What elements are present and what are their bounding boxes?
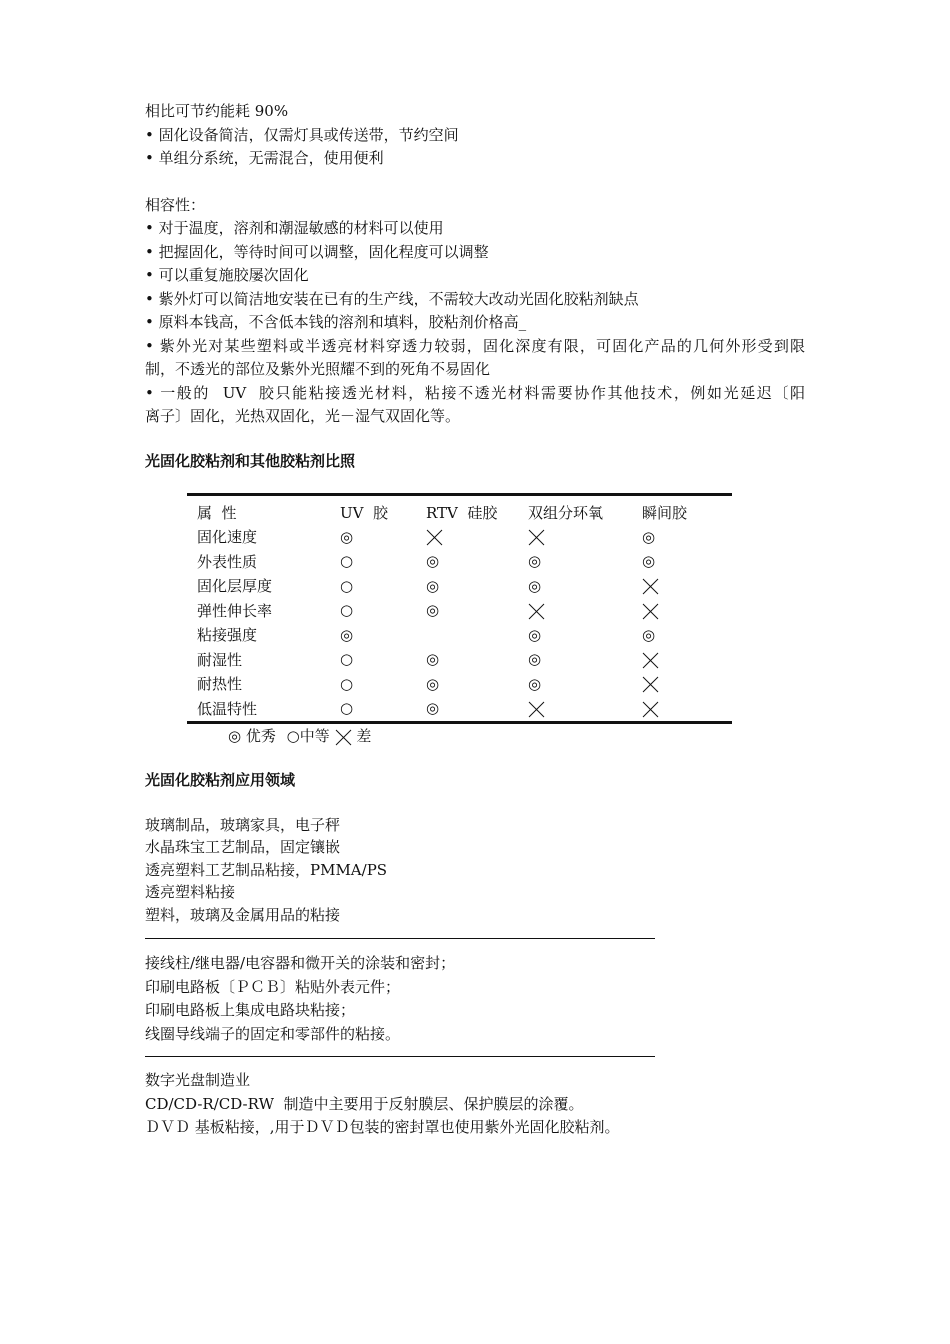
header-cell: 瞬间胶 — [642, 503, 688, 522]
excellent-symbol: ◎ — [426, 699, 440, 718]
apps-line: 接线柱/继电器/电容器和微开关的涂装和密封； — [145, 954, 456, 972]
excellent-symbol: ◎ — [340, 625, 354, 644]
cross-icon — [642, 578, 659, 595]
excellent-symbol: ◎ — [340, 527, 354, 546]
medium-symbol: ○ — [340, 674, 354, 693]
excellent-symbol: ◎ — [426, 650, 440, 669]
apps-line: ＤＶＤ 基板粘接，,用于ＤＶＤ包装的密封罩也使用紫外光固化胶粘剂。 — [145, 1118, 620, 1136]
apps-heading: 光固化胶粘剂应用领域 — [145, 771, 296, 789]
compat-line: 制，不透光的部位及紫外光照耀不到的死角不易固化 — [145, 360, 491, 378]
table-header-row — [187, 495, 732, 525]
apps-line: 塑料，玻璃及金属用品的粘接 — [145, 905, 341, 924]
apps-line: 水晶珠宝工艺制品，固定镶嵌 — [145, 838, 341, 856]
instant-glue-rating-cell — [642, 598, 732, 623]
rtv-silicone-rating-cell — [426, 647, 528, 672]
table-row — [187, 598, 732, 623]
compat-line: • 可以重复施胶屡次固化 — [145, 266, 309, 284]
compat-line: • 对于温度，溶剂和潮湿敏感的材料可以使用 — [145, 219, 444, 237]
rtv-silicone-rating-cell — [426, 672, 528, 697]
uv-glue-rating-cell — [340, 598, 426, 623]
excellent-symbol: ◎ — [528, 576, 542, 595]
uv-glue-rating-cell — [340, 696, 426, 722]
instant-glue-rating-cell — [642, 574, 732, 599]
property-cell: 耐湿性 — [197, 650, 243, 669]
property-cell: 外表性质 — [197, 552, 258, 571]
excellent-symbol: ◎ — [228, 727, 242, 745]
cross-icon — [528, 701, 545, 718]
instant-glue-rating-cell — [642, 672, 732, 697]
intro-line: 相比可节约能耗 90% — [145, 102, 289, 120]
uv-glue-rating-cell — [340, 525, 426, 550]
table-row — [187, 525, 732, 550]
instant-glue-rating-cell — [642, 549, 732, 574]
excellent-symbol: ◎ — [642, 625, 656, 644]
poor-label: 差 — [356, 727, 372, 745]
uv-glue-rating-cell — [340, 623, 426, 648]
compat-line: • 一般的 UV 胶只能粘接透光材料，粘接不透光材料需要协作其他技术，例如光延迟〔阳 — [145, 383, 805, 402]
medium-symbol: ○ — [286, 727, 300, 745]
compat-line: • 紫外光对某些塑料或半透亮材料穿透力较弱，固化深度有限，可固化产品的几何外形受到限 — [145, 336, 805, 355]
compat-line: 离子〕固化，光热双固化，光－湿气双固化等。 — [145, 407, 461, 425]
two-part-epoxy-rating-cell — [528, 696, 642, 722]
table-row — [187, 574, 732, 599]
cross-icon — [528, 529, 545, 546]
excellent-symbol: ◎ — [528, 674, 542, 693]
apps-line: 线圈导线端子的固定和零部件的粘接。 — [145, 1024, 401, 1043]
instant-glue-rating-cell — [642, 696, 732, 722]
rtv-silicone-rating-cell — [426, 696, 528, 722]
apps-line: 印刷电路板〔ＰＣＢ〕粘贴外表元件； — [145, 977, 401, 996]
excellent-symbol: ◎ — [426, 601, 440, 620]
cross-icon — [642, 701, 659, 718]
medium-symbol: ○ — [340, 699, 354, 718]
comparison-table — [187, 493, 732, 724]
applications-group-3 — [145, 1069, 805, 1140]
intro-line: • 固化设备简洁，仅需灯具或传送带，节约空间 — [145, 125, 459, 144]
applications-group-2 — [145, 952, 805, 1046]
header-cell: 双组分环氧 — [528, 503, 604, 522]
two-part-epoxy-rating-cell — [528, 672, 642, 697]
compat-title: 相容性： — [145, 195, 206, 214]
divider — [145, 938, 655, 939]
apps-line: 印刷电路板上集成电路块粘接； — [145, 1001, 356, 1019]
apps-line: CD/CD-R/CD-RW 制造中主要用于反射膜层、保护膜层的涂覆。 — [145, 1094, 584, 1113]
excellent-symbol: ◎ — [528, 552, 542, 571]
medium-symbol: ○ — [340, 552, 354, 571]
property-cell: 粘接强度 — [197, 626, 258, 645]
compare-heading: 光固化胶粘剂和其他胶粘剂比照 — [145, 451, 356, 470]
cross-icon — [642, 676, 659, 693]
cross-icon — [335, 729, 352, 746]
property-cell: 固化速度 — [197, 528, 258, 547]
instant-glue-rating-cell — [642, 623, 732, 648]
divider — [145, 1056, 655, 1057]
intro-line: • 单组分系统，无需混合，使用便利 — [145, 149, 384, 167]
excellent-symbol: ◎ — [642, 527, 656, 546]
instant-glue-rating-cell — [642, 647, 732, 672]
excellent-label: 优秀 — [245, 727, 276, 745]
table-row — [187, 647, 732, 672]
instant-glue-rating-cell — [642, 525, 732, 550]
compat-line: • 把握固化，等待时间可以调整，固化程度可以调整 — [145, 242, 489, 261]
rtv-silicone-rating-cell — [426, 549, 528, 574]
medium-symbol: ○ — [340, 650, 354, 669]
compat-line: • 紫外灯可以简洁地安装在已有的生产线，不需较大改动光固化胶粘剂缺点 — [145, 289, 639, 308]
two-part-epoxy-rating-cell — [528, 623, 642, 648]
rtv-silicone-rating-cell — [426, 574, 528, 599]
two-part-epoxy-rating-cell — [528, 574, 642, 599]
two-part-epoxy-rating-cell — [528, 549, 642, 574]
excellent-symbol: ◎ — [426, 552, 440, 571]
table-row — [187, 696, 732, 722]
two-part-epoxy-rating-cell — [528, 647, 642, 672]
cross-icon — [642, 603, 659, 620]
rtv-silicone-rating-cell — [426, 525, 528, 550]
two-part-epoxy-rating-cell — [528, 598, 642, 623]
property-cell: 弹性伸长率 — [197, 601, 273, 620]
excellent-symbol: ◎ — [426, 674, 440, 693]
property-cell: 耐热性 — [197, 675, 243, 694]
uv-glue-rating-cell — [340, 647, 426, 672]
medium-symbol: ○ — [340, 601, 354, 620]
header-cell: UV 胶 — [340, 503, 389, 522]
uv-glue-rating-cell — [340, 574, 426, 599]
uv-glue-rating-cell — [340, 549, 426, 574]
property-cell: 低温特性 — [197, 699, 258, 718]
apps-line: 数字光盘制造业 — [145, 1071, 251, 1089]
excellent-symbol: ◎ — [528, 650, 542, 669]
header-cell: RTV 硅胶 — [426, 503, 498, 522]
apps-line: 透亮塑料粘接 — [145, 883, 236, 901]
uv-glue-rating-cell — [340, 672, 426, 697]
medium-symbol: ○ — [340, 576, 354, 595]
applications-section — [145, 769, 805, 926]
apps-line: 玻璃制品，玻璃家具，电子秤 — [145, 815, 341, 834]
rtv-silicone-rating-cell — [426, 598, 528, 623]
cross-icon — [528, 603, 545, 620]
table-legend — [228, 724, 371, 748]
apps-line: 透亮塑料工艺制品粘接，PMMA/PS — [145, 860, 388, 879]
table-row — [187, 672, 732, 697]
excellent-symbol: ◎ — [528, 625, 542, 644]
document-body — [145, 100, 805, 473]
excellent-symbol: ◎ — [642, 552, 656, 571]
excellent-symbol: ◎ — [426, 576, 440, 595]
two-part-epoxy-rating-cell — [528, 525, 642, 550]
cross-icon — [642, 652, 659, 669]
header-cell: 属 性 — [197, 503, 237, 522]
property-cell: 固化层厚度 — [197, 577, 273, 596]
rtv-silicone-rating-cell — [426, 623, 528, 648]
medium-label: 中等 — [299, 727, 330, 745]
compat-line: • 原料本钱高，不含低本钱的溶剂和填料，胶粘剂价格高_ — [145, 313, 527, 331]
table-row — [187, 623, 732, 648]
cross-icon — [426, 529, 443, 546]
table-row — [187, 549, 732, 574]
